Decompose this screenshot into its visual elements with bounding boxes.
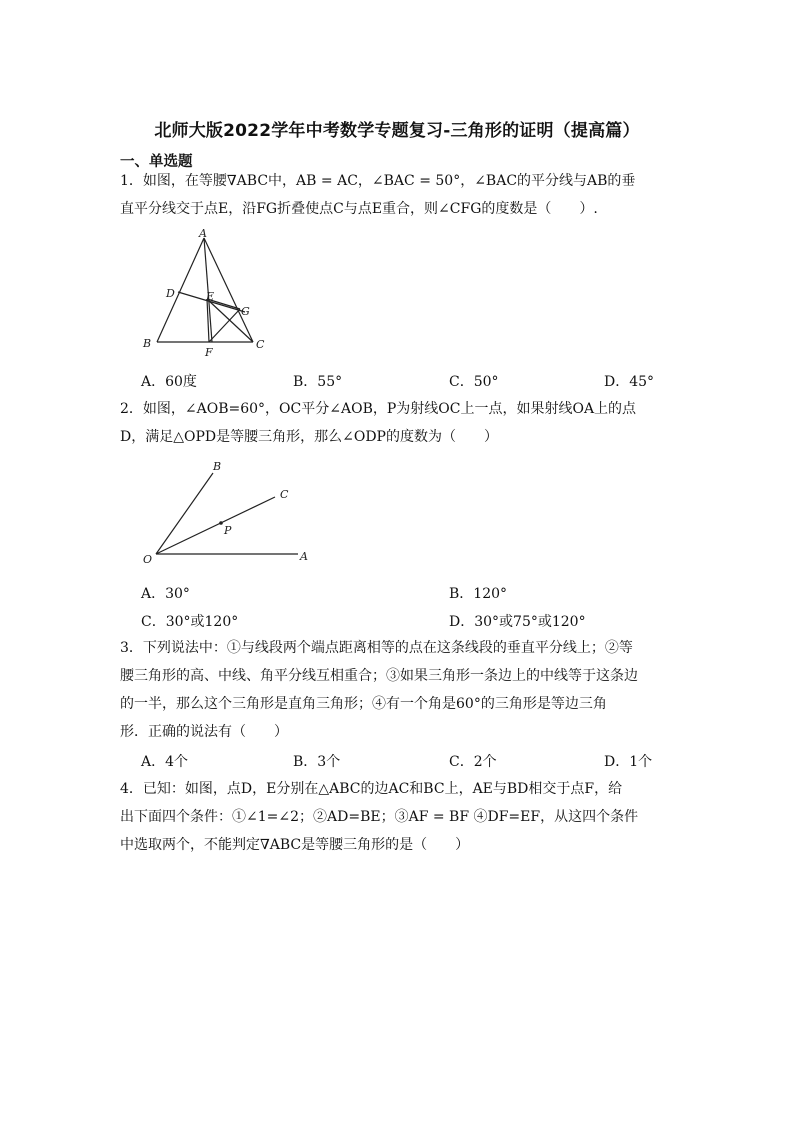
- q1-label-b: B: [143, 337, 152, 350]
- q1-text-line-2: 直平分线交于点E，沿FG折叠使点C与点E重合，则∠CFG的度数是（ ）.: [120, 201, 598, 217]
- q1-option-d[interactable]: D．45°: [604, 374, 655, 390]
- section-heading: 一、单选题: [120, 154, 193, 170]
- q1-label-e: E: [206, 290, 215, 303]
- q3-option-c[interactable]: C．2个: [449, 754, 497, 770]
- q2-figure: [140, 455, 320, 570]
- q1-option-b[interactable]: B．55°: [293, 374, 343, 390]
- q3-option-b[interactable]: B．3个: [293, 754, 341, 770]
- q2-ray-oc: [156, 497, 275, 554]
- q2-label-o: O: [143, 553, 153, 566]
- q1-label-a: A: [199, 227, 207, 240]
- q1-text-line-1: 1．如图，在等腰∇ABC中，AB = AC，∠BAC = 50°，∠BAC的平分线与AB的垂: [120, 173, 636, 189]
- q1-label-c: C: [256, 338, 265, 351]
- q3-option-d[interactable]: D．1个: [604, 754, 653, 770]
- q1-side-ab: [157, 238, 204, 342]
- q4-text-line-1: 4．已知：如图，点D，E分别在△ABC的边AC和BC上，AE与BD相交于点F，给: [120, 781, 623, 797]
- q2-option-a[interactable]: A．30°: [141, 586, 190, 602]
- q2-ray-ob: [156, 473, 213, 554]
- q2-option-d[interactable]: D．30°或75°或120°: [449, 614, 586, 630]
- q2-label-a: A: [300, 550, 308, 563]
- q1-label-d: D: [166, 287, 175, 300]
- q3-text-line-1: 3．下列说法中：①与线段两个端点距离相等的点在这条线段的垂直平分线上；②等: [120, 640, 633, 656]
- q4-text-line-3: 中选取两个，不能判定∇ABC是等腰三角形的是（ ）: [120, 837, 470, 853]
- q3-text-line-3: 的一半，那么这个三角形是直角三角形；④有一个角是60°的三角形是等边三角: [120, 696, 607, 712]
- q4-text-line-2: 出下面四个条件：①∠1=∠2；②AD=BE；③AF = BF ④DF=EF，从这四个条件: [120, 809, 639, 825]
- q1-label-f: F: [205, 346, 213, 359]
- q2-point-p: [219, 521, 223, 525]
- q3-text-line-4: 形．正确的说法有（ ）: [120, 724, 288, 740]
- q1-option-c[interactable]: C．50°: [449, 374, 499, 390]
- q2-option-c[interactable]: C．30°或120°: [141, 614, 239, 630]
- q2-text-line-1: 2．如图，∠AOB=60°，OC平分∠AOB，P为射线OC上一点，如果射线OA上的点: [120, 401, 637, 417]
- q1-figure: [140, 226, 270, 361]
- q2-label-p: P: [224, 524, 232, 537]
- q1-option-a[interactable]: A．60度: [141, 374, 197, 390]
- q2-option-b[interactable]: B．120°: [449, 586, 508, 602]
- q3-text-line-2: 腰三角形的高、中线、角平分线互相重合；③如果三角形一条边上的中线等于这条边: [120, 668, 638, 684]
- q2-text-line-2: D，满足△OPD是等腰三角形，那么∠ODP的度数为（ ）: [120, 429, 498, 445]
- q1-label-g: G: [241, 305, 250, 318]
- q3-option-a[interactable]: A．4个: [141, 754, 189, 770]
- q2-label-c: C: [280, 488, 289, 501]
- page-title: 北师大版2022学年中考数学专题复习-三角形的证明（提高篇）: [154, 121, 640, 141]
- q2-label-b: B: [213, 460, 222, 473]
